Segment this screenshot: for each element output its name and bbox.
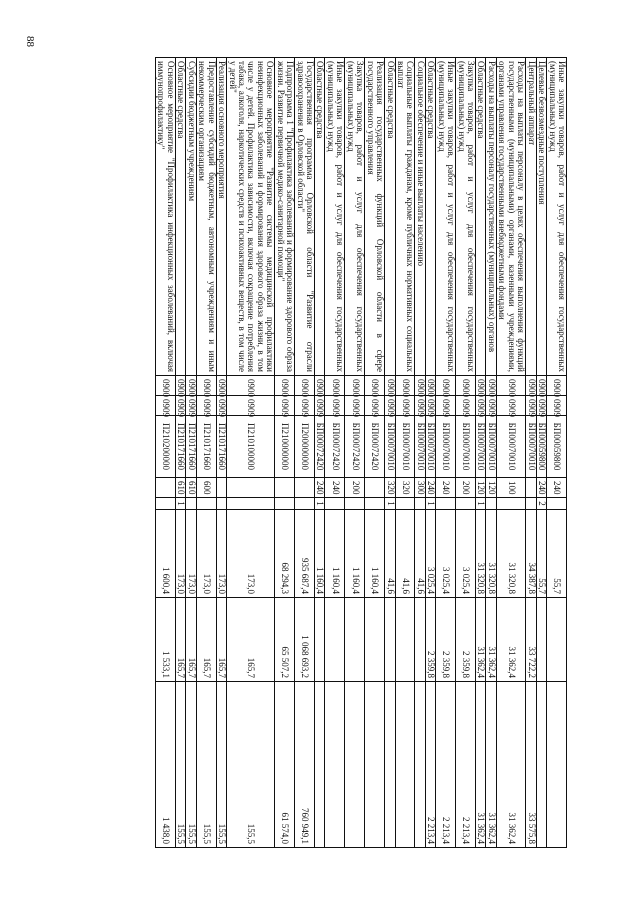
row-section-code: 0909 — [496, 396, 525, 416]
row-target-code: БП00072420 — [365, 416, 385, 478]
row-section-code: 0909 — [345, 396, 365, 416]
row-section-code: 0909 — [315, 396, 325, 416]
table-row — [395, 58, 415, 848]
row-amount-1: 935 687,4 — [295, 510, 315, 598]
row-amount-1: 55,7 — [536, 510, 546, 598]
row-amount-1: 1 600,4 — [156, 510, 176, 598]
row-funding-flag — [486, 498, 496, 510]
row-amount-1: 3 025,4 — [456, 510, 476, 598]
row-name: Иные закупки товаров, работ и услуг для обеспечения государственных (муниципальных) нужд — [325, 58, 345, 376]
row-expense-type: 240 — [536, 478, 546, 498]
row-ministry-code: 0900 — [456, 376, 476, 396]
row-name: Областные средства — [315, 58, 325, 376]
row-amount-2: 2 359,8 — [456, 598, 476, 682]
row-amount-1: 173,0 — [216, 510, 226, 598]
row-amount-1: 41,6 — [395, 510, 415, 598]
row-amount-2: 33 722,2 — [526, 598, 536, 682]
row-funding-flag — [325, 498, 345, 510]
row-amount-3: 2 213,4 — [456, 682, 476, 848]
row-target-code: БП00070010 — [385, 416, 395, 478]
row-section-code: 0909 — [385, 396, 395, 416]
row-amount-3: 155,5 — [186, 682, 196, 848]
table-row — [526, 58, 536, 848]
row-expense-type: 320 — [395, 478, 415, 498]
row-amount-1: 3 025,4 — [436, 510, 456, 598]
row-amount-2: 1 068 693,2 — [295, 598, 315, 682]
table-row — [456, 58, 476, 848]
row-ministry-code: 0900 — [156, 376, 176, 396]
row-amount-1: 173,0 — [186, 510, 196, 598]
table-row — [365, 58, 385, 848]
row-target-code: БП00070010 — [456, 416, 476, 478]
row-amount-3: 760 949,1 — [295, 682, 315, 848]
row-amount-3 — [395, 682, 415, 848]
row-expense-type: 610 — [186, 478, 196, 498]
row-amount-1: 34 387,8 — [526, 510, 536, 598]
row-section-code: 0909 — [365, 396, 385, 416]
row-amount-3: 155,5 — [216, 682, 226, 848]
row-target-code: БП00070010 — [486, 416, 496, 478]
row-name: Центральный аппарат — [526, 58, 536, 376]
row-expense-type — [156, 478, 176, 498]
row-funding-flag: 1 — [315, 498, 325, 510]
row-name: Расходы на выплаты персоналу в целях обеспечения выполнения функций государственными (муниципальными) органами, казенными учреждениями, органами управления государственными внебюджетными фондами — [496, 58, 525, 376]
row-amount-2 — [385, 598, 395, 682]
row-funding-flag — [496, 498, 525, 510]
row-expense-type — [275, 478, 295, 498]
row-funding-flag — [196, 498, 216, 510]
row-expense-type — [295, 478, 315, 498]
row-amount-2: 2 359,8 — [425, 598, 435, 682]
row-amount-3 — [365, 682, 385, 848]
row-name: Областные средства — [385, 58, 395, 376]
row-amount-2 — [345, 598, 365, 682]
row-funding-flag — [275, 498, 295, 510]
row-funding-flag — [395, 498, 415, 510]
row-ministry-code: 0900 — [536, 376, 546, 396]
row-funding-flag — [345, 498, 365, 510]
row-name: Подпрограмма 1 "Профилактика заболеваний и формирование здорового образа жизни. Развитие первичной медико-санитарной помощи" — [275, 58, 295, 376]
row-target-code: П210100000 — [227, 416, 275, 478]
row-ministry-code: 0900 — [496, 376, 525, 396]
row-section-code: 0909 — [486, 396, 496, 416]
row-funding-flag: 1 — [175, 498, 185, 510]
row-amount-2: 165,7 — [196, 598, 216, 682]
row-ministry-code: 0900 — [365, 376, 385, 396]
row-section-code: 0909 — [175, 396, 185, 416]
row-amount-3: 155,5 — [196, 682, 216, 848]
row-ministry-code: 0900 — [227, 376, 275, 396]
row-section-code: 0909 — [227, 396, 275, 416]
row-amount-1: 31 320,8 — [476, 510, 486, 598]
row-amount-2: 165,7 — [175, 598, 185, 682]
row-amount-2 — [415, 598, 425, 682]
row-amount-3 — [415, 682, 425, 848]
row-expense-type: 240 — [315, 478, 325, 498]
row-funding-flag: 1 — [476, 498, 486, 510]
row-expense-type — [365, 478, 385, 498]
row-ministry-code: 0900 — [425, 376, 435, 396]
row-amount-1: 3 025,4 — [425, 510, 435, 598]
row-target-code: БП00072420 — [325, 416, 345, 478]
row-name: Закупка товаров, работ и услуг для обеспечения государственных (муниципальных) нужд — [456, 58, 476, 376]
row-expense-type: 610 — [175, 478, 185, 498]
row-amount-2: 165,7 — [216, 598, 226, 682]
row-ministry-code: 0900 — [395, 376, 415, 396]
row-target-code: БП00070010 — [526, 416, 536, 478]
row-expense-type: 240 — [425, 478, 435, 498]
table-row — [496, 58, 525, 848]
row-expense-type: 100 — [496, 478, 525, 498]
row-amount-3 — [325, 682, 345, 848]
row-target-code: П210171660 — [175, 416, 185, 478]
row-section-code: 0909 — [526, 396, 536, 416]
row-amount-1: 173,0 — [227, 510, 275, 598]
row-expense-type: 120 — [476, 478, 486, 498]
row-amount-1: 31 320,8 — [486, 510, 496, 598]
row-amount-2: 31 362,4 — [496, 598, 525, 682]
row-target-code: П210171660 — [216, 416, 226, 478]
row-section-code: 0909 — [476, 396, 486, 416]
table-row — [547, 58, 567, 848]
row-amount-3 — [536, 682, 546, 848]
table-row — [156, 58, 176, 848]
row-amount-3: 155,5 — [175, 682, 185, 848]
table-row — [196, 58, 216, 848]
row-name: Предоставление субсидий бюджетным, автономным учреждениям и иным некоммерческим организациям — [196, 58, 216, 376]
row-funding-flag — [365, 498, 385, 510]
row-funding-flag — [156, 498, 176, 510]
row-ministry-code: 0900 — [295, 376, 315, 396]
row-section-code: 0909 — [216, 396, 226, 416]
row-name: Основное мероприятие "Развитие системы медицинской профилактики неинфекционных заболеваний и формирования здорового образа жизни, в том числе у детей. Профилактика зависимости, включая сокращение потребления табака, алкоголя, наркотических средств и психоактивных веществ, в том числе у детей" — [227, 58, 275, 376]
row-amount-1: 1 160,4 — [345, 510, 365, 598]
table-row — [216, 58, 226, 848]
row-amount-2: 1 533,1 — [156, 598, 176, 682]
row-expense-type: 240 — [547, 478, 567, 498]
table-row — [186, 58, 196, 848]
row-name: Субсидии бюджетным учреждениям — [186, 58, 196, 376]
row-ministry-code: 0900 — [476, 376, 486, 396]
row-amount-1: 173,0 — [175, 510, 185, 598]
row-amount-2: 31 362,4 — [486, 598, 496, 682]
row-target-code: БП00070010 — [415, 416, 425, 478]
row-expense-type — [216, 478, 226, 498]
row-amount-1: 1 160,4 — [325, 510, 345, 598]
row-funding-flag — [186, 498, 196, 510]
row-target-code: БП00070010 — [425, 416, 435, 478]
row-section-code: 0909 — [186, 396, 196, 416]
row-expense-type: 200 — [345, 478, 365, 498]
table-row — [325, 58, 345, 848]
table-row — [227, 58, 275, 848]
row-amount-1: 31 320,8 — [496, 510, 525, 598]
row-ministry-code: 0900 — [526, 376, 536, 396]
row-name: Социальные выплаты гражданам, кроме публичных нормативных социальных выплат — [395, 58, 415, 376]
row-amount-1: 68 294,3 — [275, 510, 295, 598]
table-row — [295, 58, 315, 848]
row-section-code: 0909 — [156, 396, 176, 416]
row-section-code: 0909 — [275, 396, 295, 416]
row-amount-3: 31 362,4 — [486, 682, 496, 848]
row-funding-flag — [295, 498, 315, 510]
row-amount-3: 1 438,0 — [156, 682, 176, 848]
row-name: Областные средства — [425, 58, 435, 376]
row-amount-2: 31 362,4 — [476, 598, 486, 682]
table-row — [275, 58, 295, 848]
row-funding-flag — [227, 498, 275, 510]
page-number: 88 — [24, 36, 36, 47]
row-ministry-code: 0900 — [547, 376, 567, 396]
row-target-code: П210000000 — [275, 416, 295, 478]
table-body — [156, 58, 567, 848]
row-funding-flag: 1 — [385, 498, 395, 510]
row-amount-2: 165,7 — [227, 598, 275, 682]
row-funding-flag — [526, 498, 536, 510]
row-target-code: П200000000 — [295, 416, 315, 478]
row-ministry-code: 0900 — [345, 376, 365, 396]
row-target-code: БП00070010 — [436, 416, 456, 478]
table-row — [486, 58, 496, 848]
row-name: Расходы на выплаты персоналу государственных (муниципальных) органов — [486, 58, 496, 376]
row-amount-2: 65 507,2 — [275, 598, 295, 682]
row-ministry-code: 0900 — [436, 376, 456, 396]
row-target-code: БП00059800 — [536, 416, 546, 478]
row-amount-3 — [345, 682, 365, 848]
row-funding-flag — [436, 498, 456, 510]
row-ministry-code: 0900 — [486, 376, 496, 396]
table-row — [315, 58, 325, 848]
row-amount-2: 2 359,8 — [436, 598, 456, 682]
row-ministry-code: 0900 — [275, 376, 295, 396]
row-amount-2 — [365, 598, 385, 682]
row-amount-3: 2 213,4 — [425, 682, 435, 848]
row-amount-3 — [547, 682, 567, 848]
row-expense-type: 240 — [436, 478, 456, 498]
row-section-code: 0909 — [415, 396, 425, 416]
row-funding-flag — [216, 498, 226, 510]
row-amount-1: 173,0 — [196, 510, 216, 598]
row-target-code: БП00072420 — [315, 416, 325, 478]
budget-table-rotated — [85, 57, 567, 847]
row-name: Областные средства — [476, 58, 486, 376]
table-row — [175, 58, 185, 848]
row-target-code: БП00070010 — [395, 416, 415, 478]
row-ministry-code: 0900 — [415, 376, 425, 396]
row-name: Реализация государственных функций Орловской области в сфере государственного управления — [365, 58, 385, 376]
row-name: Реализация основного мероприятия — [216, 58, 226, 376]
row-target-code: БП00070010 — [496, 416, 525, 478]
row-section-code: 0909 — [536, 396, 546, 416]
row-amount-2 — [547, 598, 567, 682]
row-expense-type: 300 — [415, 478, 425, 498]
row-amount-2 — [315, 598, 325, 682]
row-amount-3 — [385, 682, 395, 848]
row-section-code: 0909 — [456, 396, 476, 416]
table-row — [345, 58, 365, 848]
row-name: Государственная программа Орловской области "Развитие отрасли здравоохранения в Орловской области" — [295, 58, 315, 376]
row-name: Закупка товаров, работ и услуг для обеспечения государственных (муниципальных) нужд — [345, 58, 365, 376]
row-amount-1: 41,6 — [415, 510, 425, 598]
row-section-code: 0909 — [196, 396, 216, 416]
budget-table — [155, 57, 567, 848]
table-row — [425, 58, 435, 848]
row-funding-flag: 1 — [425, 498, 435, 510]
row-ministry-code: 0900 — [325, 376, 345, 396]
table-row — [436, 58, 456, 848]
table-row — [536, 58, 546, 848]
row-amount-1: 41,6 — [385, 510, 395, 598]
row-funding-flag — [547, 498, 567, 510]
row-amount-3 — [315, 682, 325, 848]
row-funding-flag: 2 — [536, 498, 546, 510]
row-target-code: П210171660 — [196, 416, 216, 478]
row-ministry-code: 0900 — [315, 376, 325, 396]
table-row — [415, 58, 425, 848]
row-ministry-code: 0900 — [186, 376, 196, 396]
row-expense-type: 240 — [325, 478, 345, 498]
row-expense-type — [526, 478, 536, 498]
row-amount-1: 55,7 — [547, 510, 567, 598]
row-ministry-code: 0900 — [385, 376, 395, 396]
row-amount-3: 155,5 — [227, 682, 275, 848]
row-target-code: П210171660 — [186, 416, 196, 478]
row-amount-1: 1 160,4 — [315, 510, 325, 598]
row-name: Основное мероприятие "Профилактика инфекционных заболеваний, включая иммунопрофилактику" — [156, 58, 176, 376]
row-name: Социальное обеспечение и иные выплаты населению — [415, 58, 425, 376]
row-ministry-code: 0900 — [196, 376, 216, 396]
row-section-code: 0909 — [295, 396, 315, 416]
row-amount-3: 61 574,0 — [275, 682, 295, 848]
row-amount-2 — [395, 598, 415, 682]
row-ministry-code: 0900 — [216, 376, 226, 396]
row-section-code: 0909 — [325, 396, 345, 416]
row-amount-3: 33 575,8 — [526, 682, 536, 848]
row-funding-flag — [415, 498, 425, 510]
row-amount-3: 31 362,4 — [496, 682, 525, 848]
row-amount-2 — [536, 598, 546, 682]
row-target-code: П210200000 — [156, 416, 176, 478]
row-section-code: 0909 — [436, 396, 456, 416]
row-name: Иные закупки товаров, работ и услуг для обеспечения государственных (муниципальных) нужд — [436, 58, 456, 376]
row-funding-flag — [456, 498, 476, 510]
row-target-code: БП00070010 — [476, 416, 486, 478]
row-amount-2 — [325, 598, 345, 682]
row-name: Иные закупки товаров, работ и услуг для обеспечения государственных (муниципальных) нужд — [547, 58, 567, 376]
row-name: Целевые безвозмездные поступления — [536, 58, 546, 376]
row-expense-type: 600 — [196, 478, 216, 498]
row-name: Областные средства — [175, 58, 185, 376]
row-expense-type — [227, 478, 275, 498]
row-expense-type: 120 — [486, 478, 496, 498]
row-section-code: 0909 — [547, 396, 567, 416]
row-target-code: БП00059800 — [547, 416, 567, 478]
table-row — [385, 58, 395, 848]
row-expense-type: 200 — [456, 478, 476, 498]
row-expense-type: 320 — [385, 478, 395, 498]
row-ministry-code: 0900 — [175, 376, 185, 396]
row-amount-3: 2 213,4 — [436, 682, 456, 848]
row-section-code: 0909 — [395, 396, 415, 416]
row-target-code: БП00072420 — [345, 416, 365, 478]
row-amount-1: 1 160,4 — [365, 510, 385, 598]
row-amount-2: 165,7 — [186, 598, 196, 682]
table-row — [476, 58, 486, 848]
row-amount-3: 31 362,4 — [476, 682, 486, 848]
row-section-code: 0909 — [425, 396, 435, 416]
